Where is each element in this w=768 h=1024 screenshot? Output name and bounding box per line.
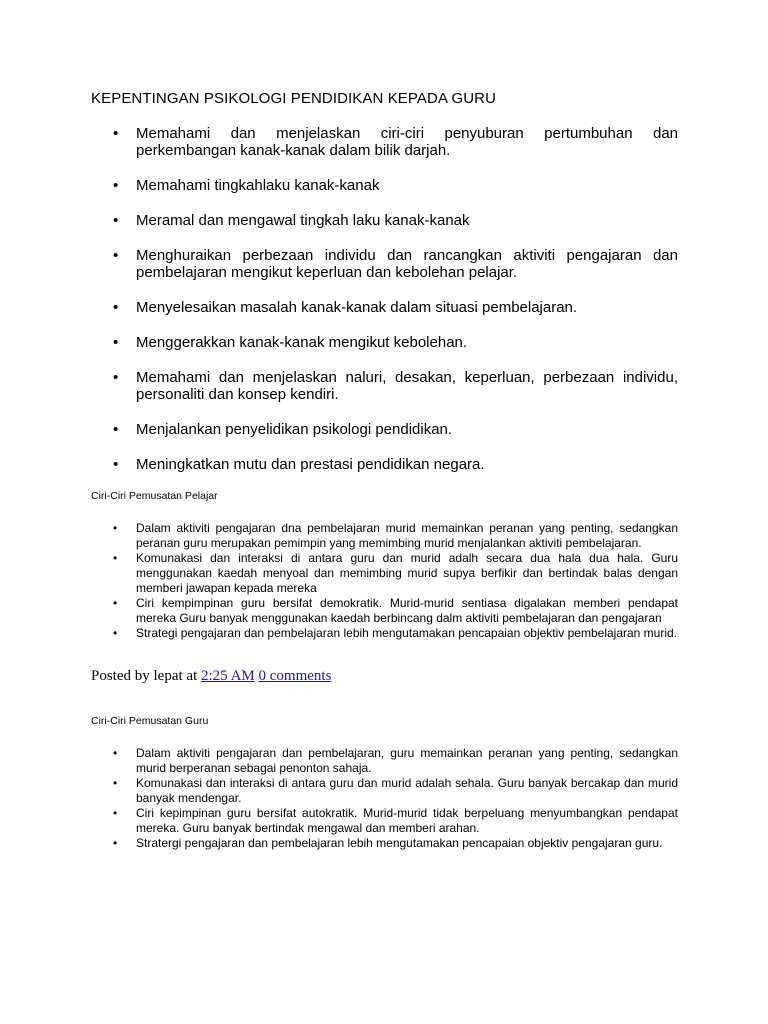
list-item: • Komunakasi dan interaksi di antara guru dan murid adalh secara dua hala dua hala. Guru menggunakan kaedah menyoal dan memimbing murid supya berfikir dan bertindak balas dengan memberi jawapan kepada mereka [91, 551, 678, 596]
document-title: KEPENTINGAN PSIKOLOGI PENDIDIKAN KEPADA GURU [91, 90, 497, 107]
post-footer [91, 667, 331, 685]
list-item: • Memahami dan menjelaskan ciri-ciri penyuburan pertumbuhan dan perkembangan kanak-kanak dalam bilik darjah. [91, 125, 678, 159]
importance-list [91, 125, 678, 491]
post-time-link[interactable]: 2:25 AM [200, 668, 255, 684]
list-item: • Menjalankan penyelidikan psikologi pendidikan. [91, 421, 678, 438]
list-item: • Dalam aktiviti pengajaran dan pembelajaran, guru memainkan peranan yang penting, sedangkan murid berperanan sebagai penonton sahaja. [91, 746, 678, 776]
section-heading-pelajar: Ciri-Ciri Pemusatan Pelajar [91, 490, 218, 502]
list-item: • Meramal dan mengawal tingkah laku kanak-kanak [91, 212, 678, 229]
list-item: • Stratergi pengajaran dan pembelajaran lebih mengutamakan pencapaian objektiv pengajaran guru. [91, 836, 678, 851]
list-item: • Komunakasi dan interaksi di antara guru dan murid adalah sehala. Guru banyak bercakap dan murid banyak mendengar. [91, 776, 678, 806]
comments-link[interactable]: 0 comments [258, 668, 332, 684]
list-item: • Memahami tingkahlaku kanak-kanak [91, 177, 678, 194]
list-item: • Menggerakkan kanak-kanak mengikut kebolehan. [91, 334, 678, 351]
posted-by-text: Posted by lepat at [91, 668, 198, 684]
list-item: • Ciri kempimpinan guru bersifat demokratik. Murid-murid sentiasa digalakan memberi pendapat mereka Guru banyak menggunakan kaedah berbincang dalm aktiviti pembelajaran dan pengajaran [91, 596, 678, 626]
section-heading-guru: Ciri-Ciri Pemusatan Guru [91, 715, 209, 727]
list-item: • Dalam aktiviti pengajaran dna pembelajaran murid memainkan peranan yang penting, sedangkan peranan guru merupakan pemimpin yang memimbing murid menjalankan aktiviti pembelajaran. [91, 521, 678, 551]
guru-list [91, 746, 678, 851]
list-item: • Strategi pengajaran dan pembelajaran lebih mengutamakan pencapaian objektiv pembelajaran murid. [91, 626, 678, 641]
list-item: • Memahami dan menjelaskan naluri, desakan, keperluan, perbezaan individu, personaliti dan konsep kendiri. [91, 369, 678, 403]
list-item: • Menghuraikan perbezaan individu dan rancangkan aktiviti pengajaran dan pembelajaran mengikut keperluan dan kebolehan pelajar. [91, 247, 678, 281]
list-item: • Meningkatkan mutu dan prestasi pendidikan negara. [91, 456, 678, 473]
list-item: • Ciri kepimpinan guru bersifat autokratik. Murid-murid tidak berpeluang menyumbangkan pendapat mereka. Guru banyak bertindak mengawal dan memberi arahan. [91, 806, 678, 836]
list-item: • Menyelesaikan masalah kanak-kanak dalam situasi pembelajaran. [91, 299, 678, 316]
pelajar-list [91, 521, 678, 641]
